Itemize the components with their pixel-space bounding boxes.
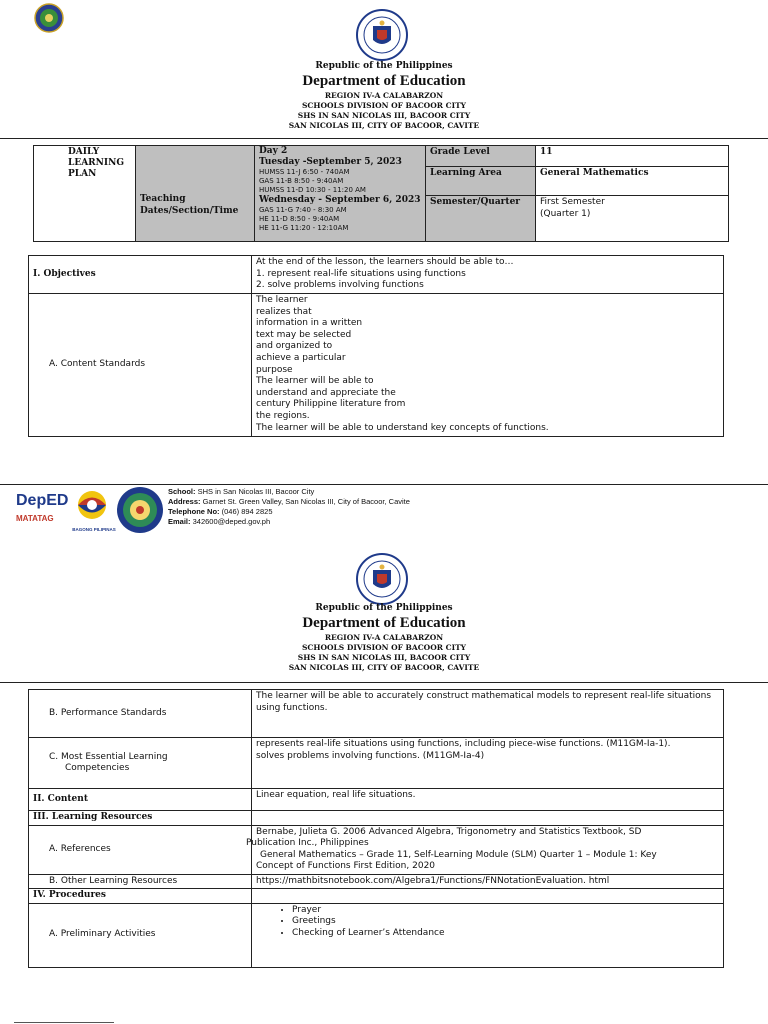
schedule-row: GAS 11-B 8:50 - 9:40AM: [259, 177, 344, 185]
content-standards-cell: [252, 294, 724, 437]
references-label: A. References: [29, 825, 252, 874]
lesson-table: [28, 689, 724, 968]
content-line: text may be selected: [256, 329, 352, 340]
school-text: SHS IN SAN NICOLAS III, BACOOR CITY: [297, 111, 471, 120]
content-line: century Philippine literature from: [256, 399, 406, 410]
date1-label: Tuesday -September 5, 2023: [259, 157, 402, 167]
schedule-row: HE 11-D 8:50 - 9:40AM: [259, 215, 340, 223]
republic-text: Republic of the Philippines: [315, 603, 453, 613]
header-block: [0, 62, 768, 131]
teaching-label-cell: [136, 146, 255, 242]
footer-address-value: Garnet St. Green Valley, San Nicolas III, City of Bacoor, Cavite: [200, 497, 410, 506]
content-line: information in a written: [256, 318, 363, 329]
schedule-row: HUMSS 11-J 6:50 - 740AM: [259, 168, 350, 176]
schedule-row: HE 11-G 11:20 - 12:10AM: [259, 224, 349, 232]
objectives-label: I. Objectives: [29, 256, 252, 294]
department-title: Department of Education: [302, 73, 466, 89]
semester-value: First Semester: [540, 197, 605, 207]
preliminary-activities-cell: [252, 903, 724, 967]
schedule-row: HUMSS 11-D 10:30 - 11:20 AM: [259, 186, 366, 194]
melc-label: C. Most Essential Learning: [49, 751, 168, 762]
region-text: REGION IV-A CALABARZON: [324, 633, 444, 642]
header-divider: [0, 682, 768, 683]
footer-phone-value: (046) 894 2825: [219, 507, 273, 516]
address-text: SAN NICOLAS III, CITY OF BACOOR, CAVITE: [288, 663, 480, 672]
performance-standards-text: The learner will be able to accurately construct mathematical models to represent real-life situations using functions.: [252, 690, 724, 738]
division-text: SCHOOLS DIVISION OF BACOOR CITY: [301, 643, 467, 652]
objectives-cell: [252, 256, 724, 294]
reference-line: General Mathematics – Grade 11, Self-Learning Module (SLM) Quarter 1 – Module 1: Key: [260, 849, 657, 860]
melc-text: solves problems involving functions. (M11GM-Ia-4): [256, 750, 485, 761]
content-line: The learner will be able to understand key concepts of functions.: [256, 422, 549, 433]
content-line: and organized to: [256, 341, 333, 352]
bagong-pilipinas-text: BAGONG PILIPINAS: [72, 527, 116, 532]
footer-contact: [168, 487, 410, 527]
content-label: II. Content: [29, 789, 252, 811]
footer-school-label: School:: [168, 487, 196, 496]
school-logo-icon: [116, 486, 164, 534]
day-label: Day 2: [259, 146, 288, 156]
footer-email-label: Email:: [168, 517, 191, 526]
region-text: REGION IV-A CALABARZON: [324, 91, 444, 100]
footer-divider: [0, 484, 768, 485]
melc-label-2: Competencies: [65, 763, 130, 773]
deped-seal-icon: [355, 552, 409, 606]
list-item: • Prayer: [292, 905, 719, 917]
content-line: understand and appreciate the: [256, 387, 396, 398]
address-text: SAN NICOLAS III, CITY OF BACOOR, CAVITE: [288, 121, 480, 130]
objectives-table: [28, 255, 724, 437]
grade-label: Grade Level: [426, 146, 536, 167]
other-resources-link[interactable]: https://mathbitsnotebook.com/Algebra1/Functions/FNNotationEvaluation. html: [252, 874, 724, 889]
grade-value: 11: [536, 146, 729, 167]
list-item: • Greetings: [292, 916, 719, 928]
objective-item: 1. represent real-life situations using functions: [256, 268, 466, 279]
header-block-page2: [0, 604, 768, 673]
other-resources-label: B. Other Learning Resources: [29, 874, 252, 889]
content-line: The learner: [256, 295, 308, 305]
footer-address-label: Address:: [168, 497, 201, 506]
bottom-divider: [14, 1022, 114, 1023]
schedule-row: GAS 11-G 7:40 - 8:30 AM: [259, 206, 347, 214]
semester-label: Semester/Quarter: [426, 196, 536, 242]
content-standards-label: A. Content Standards: [29, 294, 252, 437]
dlp-label-cell: [34, 146, 136, 242]
footer-email-value: 342600@deped.gov.ph: [190, 517, 271, 526]
reference-line: Concept of Functions First Edition, 2020: [256, 861, 436, 871]
school-text: SHS IN SAN NICOLAS III, BACOOR CITY: [297, 653, 471, 662]
info-table: [33, 145, 729, 242]
melc-text: represents real-life situations using functions, including piece-wise functions. (M11GM-Ia-1).: [256, 739, 671, 749]
learning-resources-label: III. Learning Resources: [29, 811, 252, 826]
melc-label-cell: [29, 738, 252, 789]
content-line: purpose: [256, 364, 293, 375]
schedule-cell: [255, 146, 426, 242]
objective-item: 2. solve problems involving functions: [256, 280, 424, 290]
procedures-label: IV. Procedures: [29, 889, 252, 904]
division-text: SCHOOLS DIVISION OF BACOOR CITY: [301, 101, 467, 110]
content-text: Linear equation, real life situations.: [252, 789, 724, 811]
content-line: The learner will be able to: [256, 376, 374, 387]
objectives-intro: At the end of the lesson, the learners should be able to…: [256, 257, 514, 267]
area-label: Learning Area: [426, 167, 536, 196]
references-cell: [246, 825, 724, 874]
preliminary-activities-label: A. Preliminary Activities: [29, 903, 252, 967]
reference-line: Bernabe, Julieta G. 2006 Advanced Algebra, Trigonometry and Statistics Textbook, SD: [256, 826, 642, 837]
school-seal-icon: [34, 3, 64, 33]
reference-line: Publication Inc., Philippines: [246, 838, 369, 848]
bagong-pilipinas-logo-icon: [70, 488, 114, 526]
content-line: realizes that: [256, 306, 312, 317]
footer-school-value: SHS in San Nicolas III, Bacoor City: [195, 487, 315, 496]
semester-value-cell: [536, 196, 729, 242]
content-line: the regions.: [256, 410, 310, 421]
deped-seal-icon: [355, 8, 409, 62]
date2-label: Wednesday - September 6, 2023: [259, 195, 421, 205]
content-line: achieve a particular: [256, 352, 346, 363]
teaching-label: Teaching Dates/Section/Time: [140, 193, 239, 216]
header-divider: [0, 138, 768, 139]
dlp-label: DAILY LEARNING PLAN: [68, 147, 124, 179]
republic-text: Republic of the Philippines: [315, 61, 453, 71]
procedures-blank: [252, 889, 724, 904]
area-value: General Mathematics: [536, 167, 729, 196]
preliminary-list: [256, 905, 719, 940]
quarter-value: (Quarter 1): [540, 208, 591, 219]
deped-logo-text: DepED: [16, 492, 69, 509]
deped-logo: [16, 492, 69, 524]
melc-cell: [252, 738, 724, 789]
department-title: Department of Education: [302, 615, 466, 631]
learning-resources-blank: [252, 811, 724, 826]
matatag-text: MATATAG: [16, 514, 54, 523]
footer-phone-label: Telephone No:: [168, 507, 220, 516]
list-item: • Checking of Learner’s Attendance: [292, 928, 719, 940]
performance-standards-label: B. Performance Standards: [29, 690, 252, 738]
